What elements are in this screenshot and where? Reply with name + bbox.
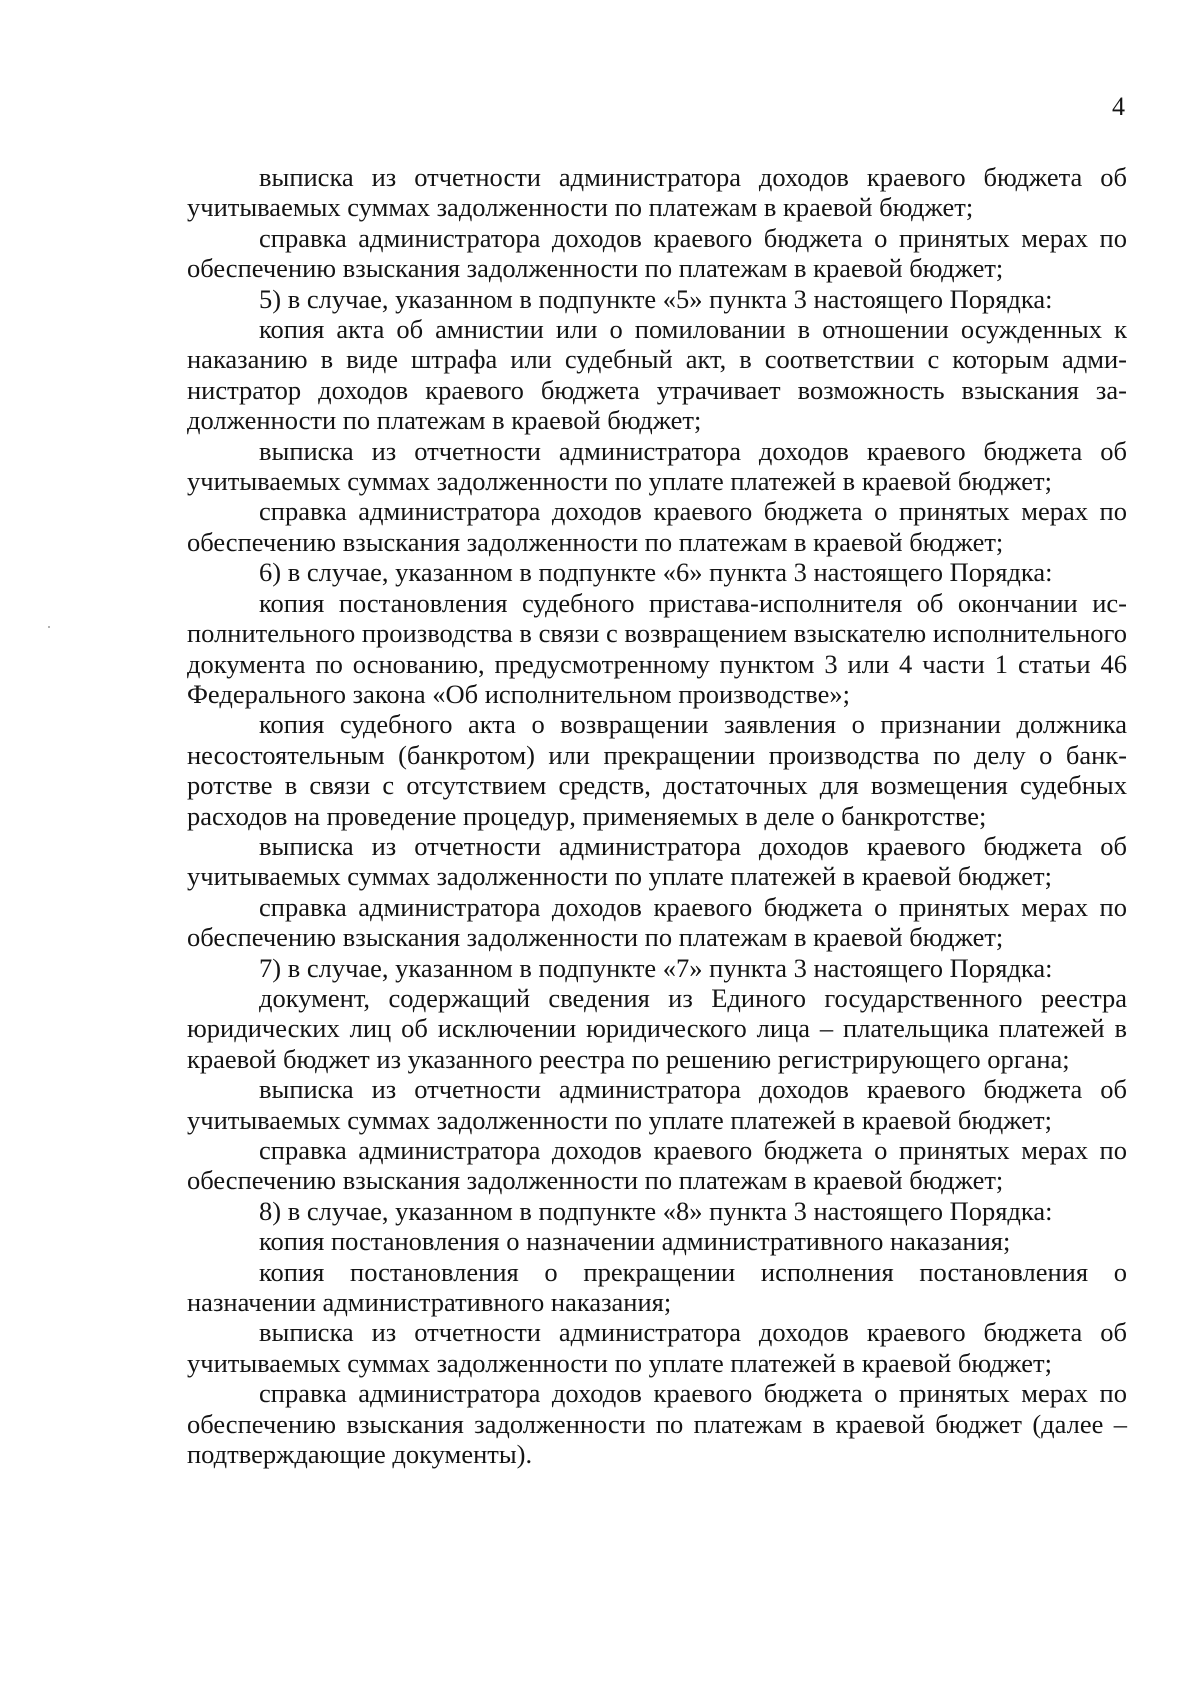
scan-speck: [48, 626, 50, 628]
paragraph-certificate-2: справка администратора доходов краевого бюджета о принятых мерах по обеспечению взыскания задолженности по платежам в краевой бюджет;: [187, 496, 1127, 557]
paragraph-bailiff-resolution: копия постановления судебного пристава-исполнителя об окончании исполнительного производства в связи с возвращением взыскателю исполнительного документа по основанию, предусмотренному пунктом 3 или 4 части 1 статьи 46 Федерального закона «Об исполнительном производстве»;: [187, 587, 1127, 709]
paragraph-certificate-3: справка администратора доходов краевого бюджета о принятых мерах по обеспечению взыскания задолженности по платежам в краевой бюджет;: [187, 891, 1127, 953]
paragraph-extract-4: выписка из отчетности администратора доходов краевого бюджета об учитываемых суммах задолженности по уплате платежей в краевой бюджет;: [187, 1074, 1127, 1135]
paragraph-extract-5: выписка из отчетности администратора доходов краевого бюджета об учитываемых суммах задолженности по уплате платежей в краевой бюджет;: [187, 1317, 1127, 1378]
paragraph-certificate-1: справка администратора доходов краевого бюджета о принятых мерах по обеспечению взыскания задолженности по платежам в краевой бюджет;: [187, 222, 1127, 284]
paragraph-amnesty-act: копия акта об амнистии или о помиловании в отношении осужденных к наказанию в виде штрафа или судебный акт, в соответствии с которым администратор доходов краевого бюджета утрачивает возможность взыскания задолженности по платежам в краевой бюджет;: [187, 314, 1127, 436]
paragraph-penalty-resolution: копия постановления о назначении административного наказания;: [259, 1226, 1011, 1257]
paragraph-case-5: 5) в случае, указанном в подпункте «5» пункта 3 настоящего Порядка:: [259, 283, 1053, 314]
paragraph-court-act-bankruptcy: копия судебного акта о возвращении заявления о признании должника несостоятельным (банкротом) или прекращении производства по делу о банкротстве в связи с отсутствием средств, достаточных для возмещения судебных расходов на проведение процедур, применяемых в деле о банкротстве;: [187, 709, 1127, 831]
paragraph-termination-resolution: копия постановления о прекращении исполнения постановления о назначении административного наказания;: [187, 1256, 1127, 1318]
paragraph-certificate-5: справка администратора доходов краевого бюджета о принятых мерах по обеспечению взыскания задолженности по платежам в краевой бюджет (далее – подтверждающие документы).: [187, 1378, 1127, 1470]
paragraph-certificate-4: справка администратора доходов краевого бюджета о принятых мерах по обеспечению взыскания задолженности по платежам в краевой бюджет;: [187, 1135, 1127, 1196]
paragraph-case-7: 7) в случае, указанном в подпункте «7» пункта 3 настоящего Порядка:: [259, 952, 1053, 983]
document-body: [187, 162, 1127, 1469]
paragraph-case-6: 6) в случае, указанном в подпункте «6» пункта 3 настоящего Порядка:: [259, 557, 1053, 588]
page-number: 4: [1112, 92, 1125, 121]
paragraph-registry-document: документ, содержащий сведения из Единого государственного реестра юридических лиц об исключении юридического лица – плательщика платежей в краевой бюджет из указанного реестра по решению регистрирующего органа;: [187, 982, 1127, 1074]
paragraph-extract-2: выписка из отчетности администратора доходов краевого бюджета об учитываемых суммах задолженности по уплате платежей в краевой бюджет;: [187, 435, 1127, 497]
paragraph-extract-3: выписка из отчетности администратора доходов краевого бюджета об учитываемых суммах задолженности по уплате платежей в краевой бюджет;: [187, 830, 1127, 892]
paragraph-extract-1: выписка из отчетности администратора доходов краевого бюджета об учитываемых суммах задолженности по платежам в краевой бюджет;: [187, 162, 1127, 223]
paragraph-case-8: 8) в случае, указанном в подпункте «8» пункта 3 настоящего Порядка:: [259, 1195, 1053, 1226]
